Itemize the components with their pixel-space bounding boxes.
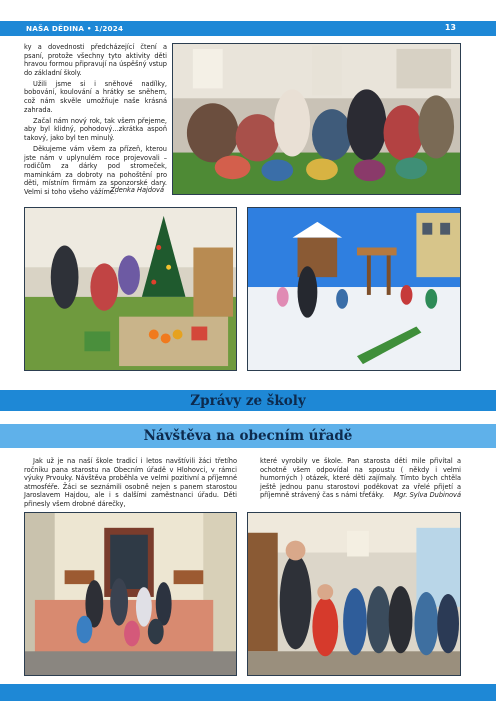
article-paragraph: ky a dovednosti předcházející čtení a psaní, protože všechny tyto aktivity děti hravou formou připravují na úspěšný vstup do základní školy. <box>24 43 167 77</box>
photo-municipal-office-entrance <box>24 512 237 676</box>
article-title: Návštěva na obecním úřadě <box>143 428 353 444</box>
page-number: 13 <box>444 23 456 32</box>
article-signature: Mgr. Sylva Dubinová <box>393 491 461 499</box>
section-banner <box>0 390 496 411</box>
article-paragraph: které vyrobily ve škole. Pan starosta děti mile přivítal a ochotně všem odpovídal na spoustu ( někdy i velmi humorných ) otázek, které děti zajímaly. Tímto bych chtěla ještě jednou panu starostovi poděkovat za vřelé přijetí a příjemně strávený čas s námi třeťáky. <box>260 457 461 500</box>
photo-office-interior <box>247 512 461 676</box>
article-paragraph: Užili jsme si i sněhové nadílky, bobování, koulování a hrátky se sněhem, což nám skvěle umožňuje naše krásná zahrada. <box>24 79 167 114</box>
photo-carnival-group <box>172 43 461 195</box>
article-paragraph: Děkujeme vám všem za přízeň, kterou jste nám v uplynulém roce projevovali – rodičům za dárky pod stromeček, maminkám za dobroty na pohoštění pro děti, místním firmám za sponzorské dary. Velmi si toho všeho vážíme. <box>24 145 167 196</box>
section-banner-title: Zprávy ze školy <box>190 392 306 409</box>
kindergarten-article-text <box>24 43 167 199</box>
article-paragraph: Jak už je na naší škole tradicí i letos navštívili žáci třetího ročníku pana starostu na Obecním úřadě v Hlohovci, v rámci výuky Prvouky. Návštěva proběhla ve velmi pozitivní a příjemné atmosféře. Žáci se seznámili osobně nejen s panem starostou Jaroslavem Hajdou, ale i s dalšími zaměstnanci úřadu. Děti přinesly všem drobné dárečky, <box>24 457 237 508</box>
page-footer-band <box>0 684 496 701</box>
article-column-left <box>24 457 237 511</box>
photo-snowy-playground <box>247 207 461 371</box>
article-signature: Zdenka Hajdová <box>110 186 164 194</box>
publication-title: NAŠA DĚDINA • 1/2024 <box>26 24 124 33</box>
article-title-banner <box>0 424 496 448</box>
photo-christmas-tree <box>24 207 237 371</box>
article-paragraph: Začal nám nový rok, tak všem přejeme, aby byl klidný, pohodový…zkrátka aspoň takový, jako byl ten minulý. <box>24 116 167 142</box>
page-header <box>0 0 496 36</box>
